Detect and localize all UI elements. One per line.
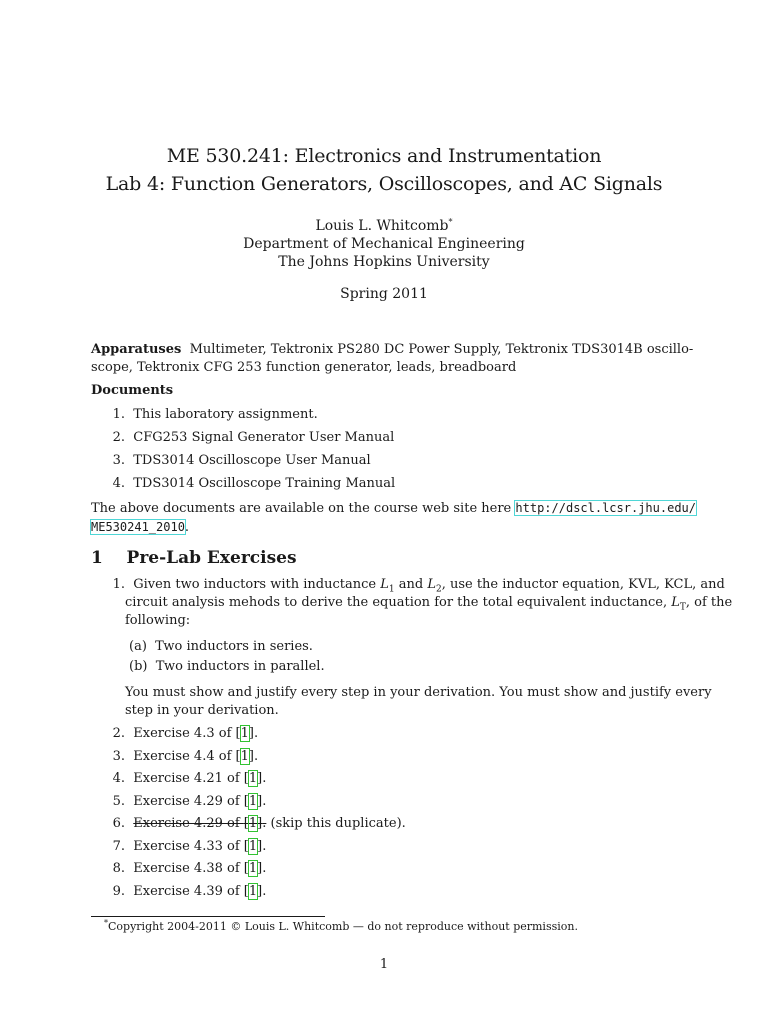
footnote-divider bbox=[91, 916, 325, 917]
list-item: 7. Exercise 4.33 of [1]. bbox=[112, 838, 267, 854]
derivation-note: You must show and justify every step in your derivation. You must show and justify every step in your derivation. bbox=[125, 685, 712, 718]
citation-link[interactable]: 1 bbox=[240, 748, 249, 764]
citation-link[interactable]: 1 bbox=[248, 793, 258, 809]
author-footnote-mark: * bbox=[448, 217, 453, 227]
apparatuses-label: Apparatuses bbox=[91, 342, 182, 357]
term: Spring 2011 bbox=[340, 286, 428, 302]
author-name: Louis L. Whitcomb bbox=[315, 218, 449, 234]
documents-heading: Documents bbox=[91, 383, 174, 398]
subitem-list bbox=[129, 638, 325, 678]
list-item: 9. Exercise 4.39 of [1]. bbox=[112, 883, 267, 899]
course-title: ME 530.241: Electronics and Instrumentation bbox=[166, 145, 602, 167]
availability-paragraph: The above documents are available on the course web site here http://dscl.lcsr.jhu.edu/ ME530241_2010. bbox=[91, 501, 697, 535]
citation-link[interactable]: 1 bbox=[248, 861, 258, 876]
list-item: 6. Exercise 4.29 of [1]. (skip this duplicate). bbox=[112, 816, 406, 831]
apparatuses-text-2: scope, Tektronix CFG 253 function generator, leads, breadboard bbox=[91, 360, 517, 375]
list-item: 3. Exercise 4.4 of [1]. bbox=[112, 748, 259, 764]
section-title: Pre-Lab Exercises bbox=[126, 548, 297, 568]
exercise-item-1: 1. Given two inductors with inductance $L_1$ and $L_2$, use the inductor equation, KVL, KCL, and circuit analysis mehods to derive the equation for the total equivalent inductance, $L_T$, of the following: bbox=[112, 577, 733, 628]
copyright-footnote: *Copyright 2004-2011 © Louis L. Whitcomb — do not reproduce without permission. bbox=[104, 918, 578, 933]
list-item: 8. Exercise 4.38 of [1]. bbox=[112, 861, 267, 876]
struck-exercise: Exercise 4.29 of [1]. bbox=[133, 816, 267, 831]
section-number: 1 bbox=[91, 548, 103, 568]
list-item: 2. Exercise 4.3 of [1]. bbox=[112, 726, 259, 741]
documents-list bbox=[91, 406, 395, 498]
list-item: 4. TDS3014 Oscilloscope Training Manual bbox=[112, 476, 396, 491]
university: The Johns Hopkins University bbox=[278, 254, 490, 270]
citation-link[interactable]: 1 bbox=[248, 838, 258, 854]
list-item: (b) Two inductors in parallel. bbox=[129, 659, 325, 674]
section-heading bbox=[91, 548, 297, 568]
department: Department of Mechanical Engineering bbox=[243, 236, 525, 252]
exercise-list bbox=[91, 725, 406, 905]
list-item: 2. CFG253 Signal Generator User Manual bbox=[112, 430, 395, 445]
citation-link[interactable]: 1 bbox=[248, 816, 258, 831]
apparatuses-text-1: Multimeter, Tektronix PS280 DC Power Supply, Tektronix TDS3014B oscillo- bbox=[189, 342, 694, 357]
apparatuses-paragraph bbox=[91, 341, 694, 377]
availability-text: The above documents are available on the course web site here bbox=[91, 501, 512, 516]
list-item: 4. Exercise 4.21 of [1]. bbox=[112, 771, 267, 786]
course-website-link[interactable]: http://dscl.lcsr.jhu.edu/ bbox=[515, 501, 697, 515]
list-item: 3. TDS3014 Oscilloscope User Manual bbox=[112, 453, 371, 468]
citation-link[interactable]: 1 bbox=[248, 771, 258, 786]
list-item: (a) Two inductors in series. bbox=[129, 639, 313, 654]
citation-link[interactable]: 1 bbox=[240, 726, 249, 741]
lab-title: Lab 4: Function Generators, Oscilloscopes, and AC Signals bbox=[105, 173, 663, 195]
course-website-link-continued[interactable]: ME530241_2010 bbox=[91, 520, 185, 534]
page-number: 1 bbox=[379, 957, 389, 972]
list-item: 5. Exercise 4.29 of [1]. bbox=[112, 793, 267, 809]
list-item: 1. This laboratory assignment. bbox=[112, 407, 318, 422]
author-line bbox=[0, 218, 768, 234]
citation-link[interactable]: 1 bbox=[248, 883, 258, 899]
